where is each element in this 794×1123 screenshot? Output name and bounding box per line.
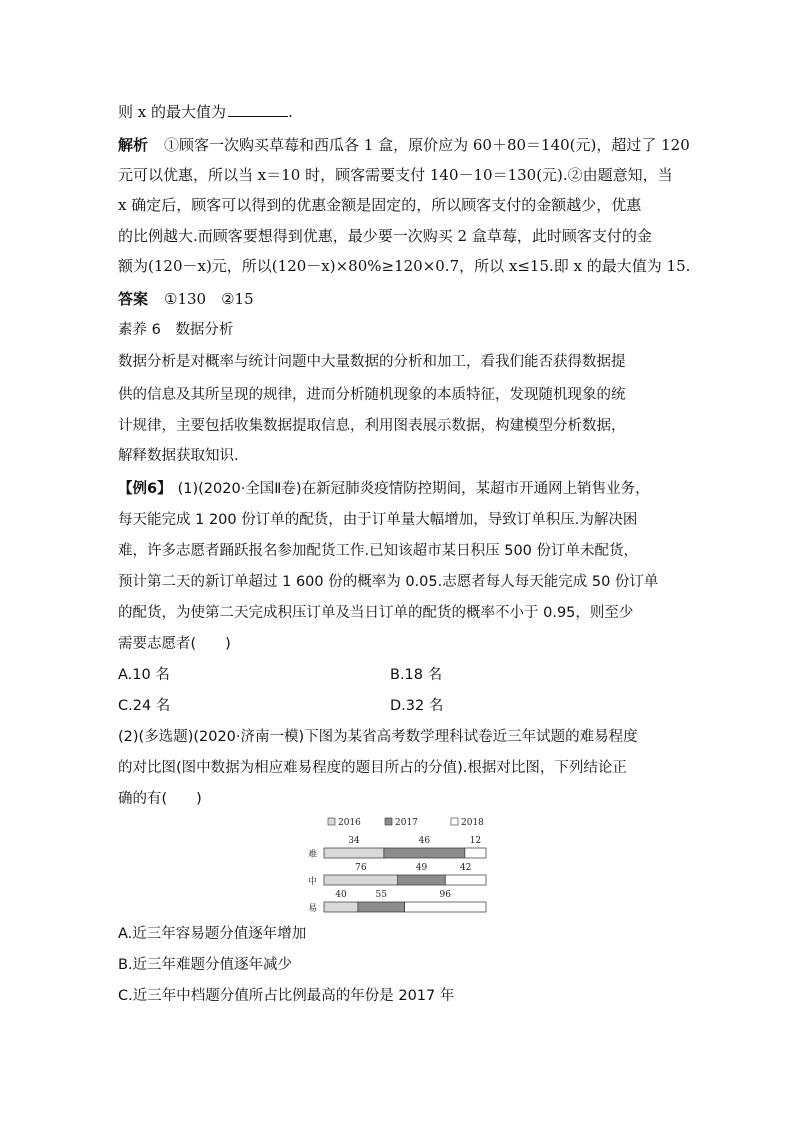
section-title: 素养 6 数据分析	[118, 322, 234, 338]
answer-blank	[228, 102, 288, 117]
data-label-2-2017: 55	[375, 890, 387, 900]
intro-line-2: 供的信息及其所呈现的规律，进而分析随机现象的本质特征，发现随机现象的统	[118, 387, 626, 403]
intro-line-4: 解释数据获取知识.	[118, 448, 239, 464]
part2-option-a: A.近三年容易题分值逐年增加	[118, 926, 307, 942]
question-tail	[118, 102, 293, 122]
example-line-5: 的配货，为使第二天完成积压订单及当日订单的配货的概率不小于 0.95，则至少	[118, 605, 634, 621]
category-label-0: 难	[308, 850, 318, 860]
solution-line-4: 的比例越大.而顾客要想得到优惠，最少要一次购买 2 盒草莓，此时顾客支付的金	[118, 227, 652, 245]
legend-label-2018: 2018	[461, 818, 484, 828]
example-label: 【例6】	[118, 481, 172, 497]
example-line-4: 预计第二天的新订单超过 1 600 份的概率为 0.05.志愿者每人每天能完成 50 份订单	[118, 574, 659, 590]
solution-line-3: x 确定后，顾客可以得到的优惠金额是固定的，所以顾客支付的金额越少，优惠	[118, 196, 642, 214]
bar-1-2016	[324, 875, 398, 885]
bar-2-2016	[324, 902, 358, 912]
answer-line	[118, 289, 254, 309]
example-text-1: (1)(2020·全国Ⅱ卷)在新冠肺炎疫情防控期间，某超市开通网上销售业务，	[177, 481, 650, 497]
legend-swatch-2016	[328, 818, 335, 825]
option-c: C.24 名	[118, 698, 171, 714]
bar-1-2017	[398, 875, 446, 885]
question-text: 则 x 的最大值为	[118, 103, 226, 121]
example-line-2: 每天能完成 1 200 份订单的配货，由于订单量大幅增加，导致订单积压.为解决困	[118, 512, 638, 528]
part2-line-2: 的对比图(图中数据为相应难易程度的题目所占的分值).根据对比图，下列结论正	[118, 760, 627, 776]
bar-1-2018	[445, 875, 486, 885]
answer-text: ①130 ②15	[164, 290, 254, 308]
difficulty-chart	[300, 812, 500, 914]
answer-label: 答案	[118, 290, 149, 308]
legend-swatch-2017	[385, 818, 392, 825]
bar-0-2016	[324, 848, 384, 858]
data-label-0-2016: 34	[348, 836, 360, 846]
data-label-2-2018: 96	[439, 890, 452, 900]
data-label-1-2017: 49	[415, 863, 428, 873]
option-a: A.10 名	[118, 667, 170, 683]
part2-option-b: B.近三年难题分值逐年减少	[118, 957, 293, 973]
solution-label: 解析	[118, 136, 149, 154]
data-label-2-2016: 40	[335, 890, 347, 900]
data-label-0-2018: 12	[469, 836, 482, 846]
solution-line-1	[118, 135, 690, 155]
data-label-1-2016: 76	[355, 863, 367, 873]
example-line-3: 难，许多志愿者踊跃报名参加配货工作.已知该超市某日积压 500 份订单未配货，	[118, 543, 639, 559]
bar-2-2017	[358, 902, 405, 912]
data-label-1-2018: 42	[459, 863, 472, 873]
part2-line-3: 确的有( )	[118, 791, 202, 807]
intro-line-1: 数据分析是对概率与统计问题中大量数据的分析和加工，看我们能否获得数据提	[118, 354, 626, 370]
bar-0-2017	[384, 848, 465, 858]
data-label-0-2017: 46	[418, 836, 431, 846]
legend-label-2017: 2017	[395, 818, 418, 828]
solution-text-1: ①顾客一次购买草莓和西瓜各 1 盒，原价应为 60＋80＝140(元)，超过了 120	[164, 136, 690, 154]
legend-label-2016: 2016	[338, 818, 361, 828]
option-d: D.32 名	[390, 698, 444, 714]
example-line-1	[118, 479, 650, 499]
solution-line-5: 额为(120－x)元，所以(120－x)×80%≥120×0.7，所以 x≤15.即 x 的最大值为 15.	[118, 257, 691, 275]
bar-2-2018	[405, 902, 486, 912]
intro-line-3: 计规律，主要包括收集数据提取信息，利用图表展示数据，构建模型分析数据，	[118, 418, 626, 434]
question-end: .	[288, 103, 293, 121]
legend-swatch-2018	[451, 818, 458, 825]
option-b: B.18 名	[390, 667, 443, 683]
category-label-2: 易	[308, 904, 318, 914]
part2-line-1: (2)(多选题)(2020·济南一模)下图为某省高考数学理科试卷近三年试题的难易程度	[118, 729, 638, 745]
example-line-6: 需要志愿者( )	[118, 636, 231, 652]
category-label-1: 中	[308, 877, 318, 887]
bar-0-2018	[465, 848, 486, 858]
solution-line-2: 元可以优惠，所以当 x＝10 时，顾客需要支付 140－10＝130(元).②由题意知，当	[118, 166, 673, 184]
part2-option-c: C.近三年中档题分值所占比例最高的年份是 2017 年	[118, 988, 455, 1004]
